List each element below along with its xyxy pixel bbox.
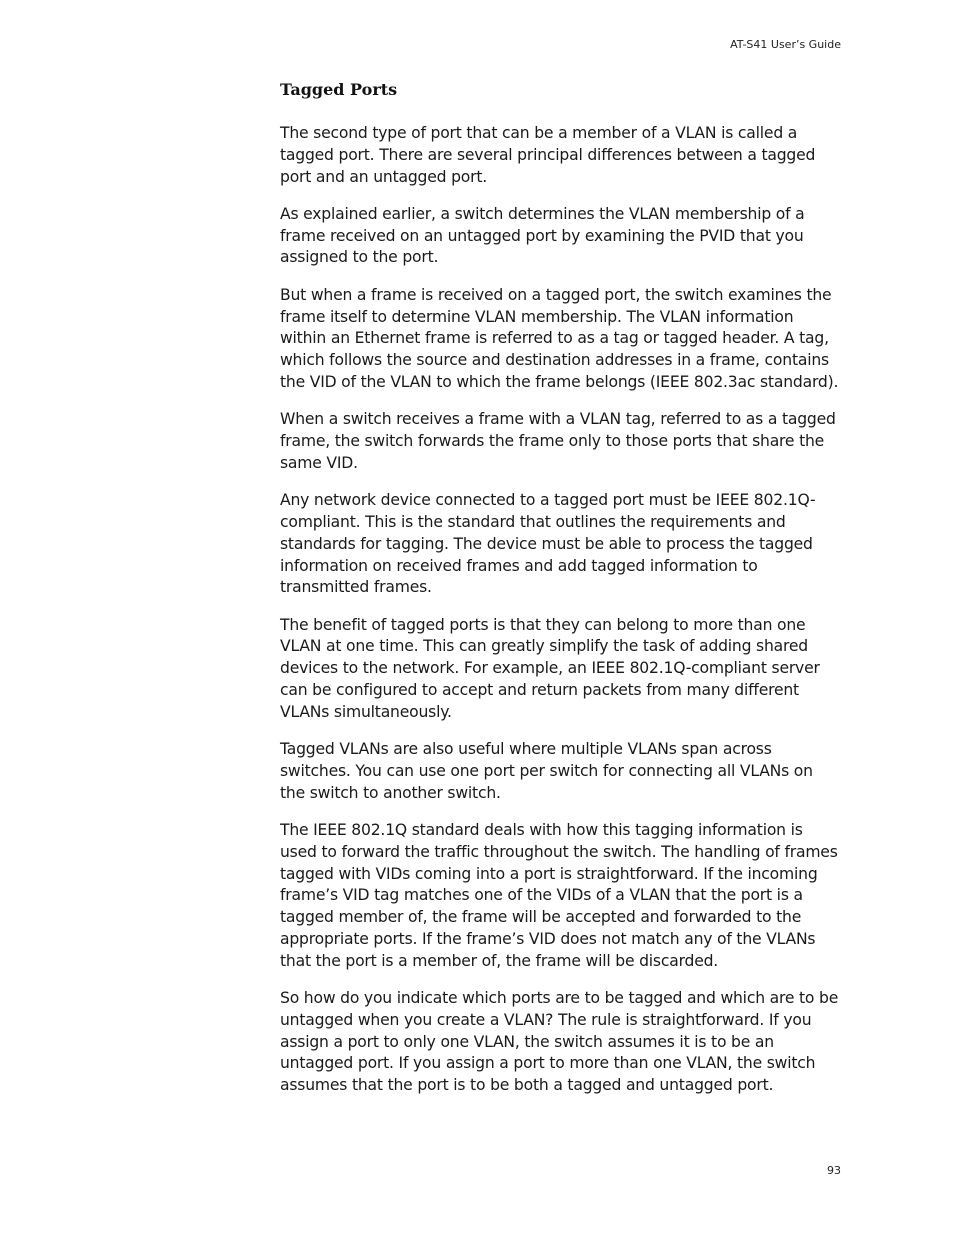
page-number: 93 <box>827 1164 841 1177</box>
section-heading: Tagged Ports <box>280 80 398 99</box>
paragraph-3: But when a frame is received on a tagged port, the switch examines the frame itself to determine VLAN membership. The VLAN information within an Ethernet frame is referred to as a tag or tagged header. A tag, which follows the source and destination addresses in a frame, contains the VID of the VLAN to which the frame belongs (IEEE 802.3ac standard). <box>280 285 839 391</box>
paragraph-4: When a switch receives a frame with a VLAN tag, referred to as a tagged frame, the switch forwards the frame only to those ports that share the same VID. <box>280 410 836 472</box>
paragraph-7: Tagged VLANs are also useful where multiple VLANs span across switches. You can use one port per switch for connecting all VLANs on the switch to another switch. <box>280 740 813 802</box>
page-body <box>280 78 842 1113</box>
paragraph-6: The benefit of tagged ports is that they can belong to more than one VLAN at one time. This can greatly simplify the task of adding shared devices to the network. For example, an IEEE 802.1Q-compliant server can be configured to accept and return packets from many different VLANs simultaneously. <box>280 615 820 721</box>
paragraph-8: The IEEE 802.1Q standard deals with how this tagging information is used to forward the traffic throughout the switch. The handling of frames tagged with VIDs coming into a port is straightforward. If the incoming frame’s VID tag matches one of the VIDs of a VLAN that the port is a tagged member of, the frame will be accepted and forwarded to the appropriate ports. If the frame’s VID does not match any of the VLANs that the port is a member of, the frame will be discarded. <box>280 821 838 970</box>
paragraph-5: Any network device connected to a tagged port must be IEEE 802.1Q-compliant. This is the standard that outlines the requirements and standards for tagging. The device must be able to process the tagged information on received frames and add tagged information to transmitted frames. <box>280 491 816 597</box>
paragraph-9: So how do you indicate which ports are to be tagged and which are to be untagged when you create a VLAN? The rule is straightforward. If you assign a port to only one VLAN, the switch assumes it is to be an untagged port. If you assign a port to more than one VLAN, the switch assumes that the port is to be both a tagged and untagged port. <box>280 989 839 1095</box>
paragraph-1: The second type of port that can be a member of a VLAN is called a tagged port. There are several principal differences between a tagged port and an untagged port. <box>280 124 816 186</box>
paragraph-2: As explained earlier, a switch determines the VLAN membership of a frame received on an untagged port by examining the PVID that you assigned to the port. <box>280 204 805 267</box>
running-header: AT-S41 User’s Guide <box>730 38 841 51</box>
